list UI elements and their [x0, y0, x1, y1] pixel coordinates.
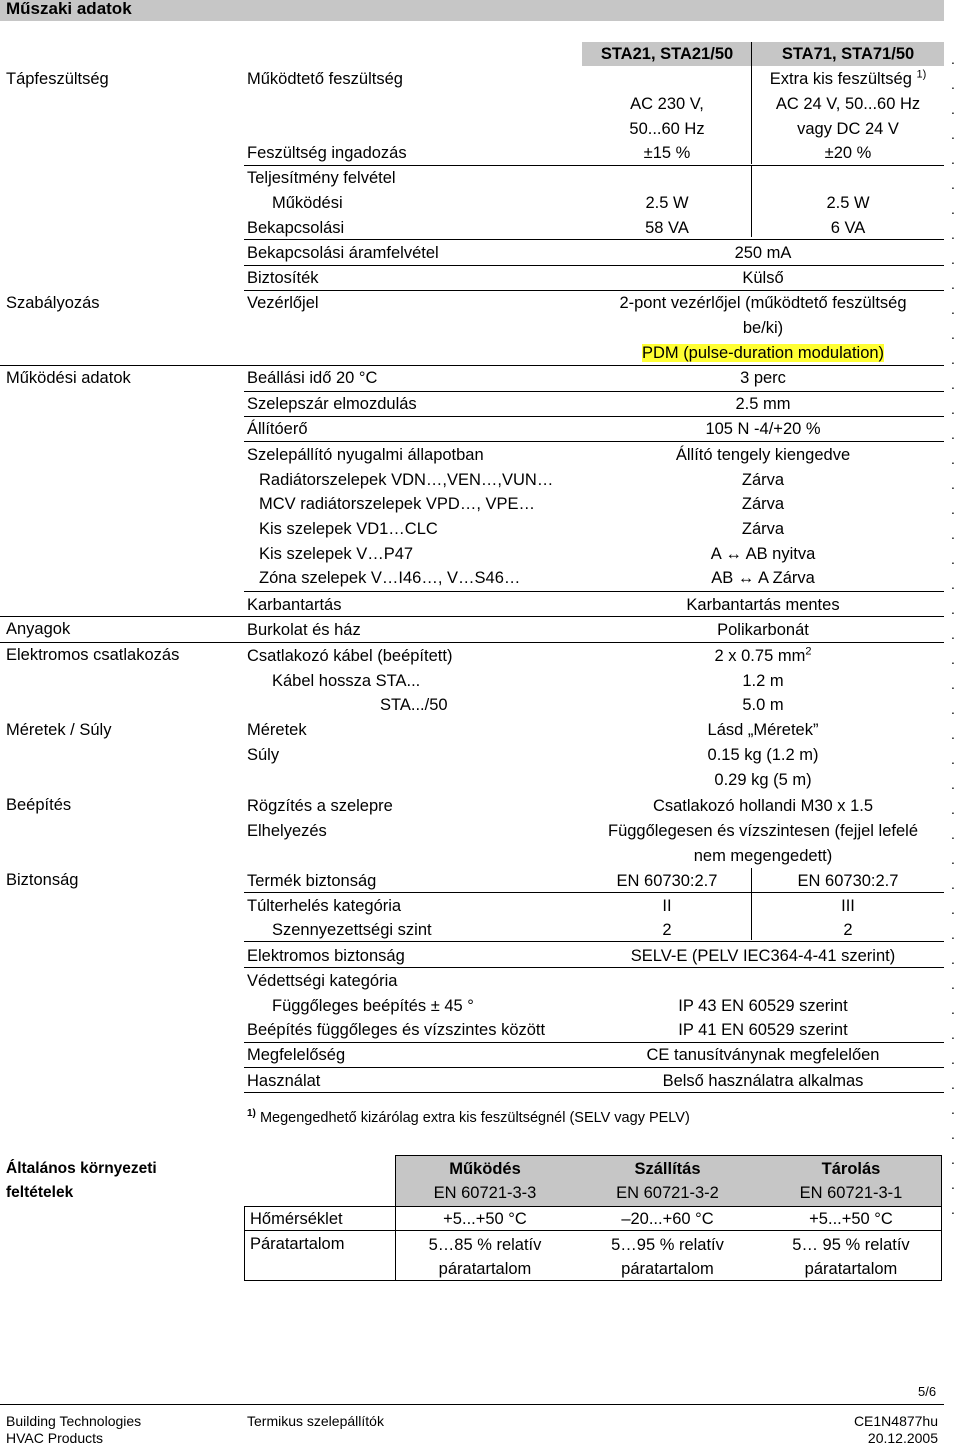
value-biztositek: Külső — [742, 269, 784, 287]
margin-dot: . — [951, 701, 955, 717]
margin-dot: . — [951, 426, 955, 442]
value-pdm: PDM (pulse-duration modulation) — [641, 344, 885, 362]
margin-dot: . — [951, 926, 955, 942]
sep — [244, 1042, 944, 1043]
label-biztositek: Biztosíték — [247, 269, 319, 287]
env-std-mukodes: EN 60721-3-3 — [433, 1184, 537, 1202]
value-radiator: Zárva — [741, 471, 785, 489]
env-header-tarolas: Tárolás — [821, 1160, 881, 1178]
value-kabel: 1.2 m — [742, 672, 784, 690]
sep — [244, 1092, 944, 1093]
value-extra-kis-text: Extra kis feszültség — [769, 70, 912, 88]
value-ac24: AC 24 V, 50...60 Hz — [775, 95, 921, 113]
env-border-mid — [244, 1206, 942, 1207]
footer-date: 20.12.2005 — [867, 1430, 938, 1446]
margin-dot: . — [951, 976, 955, 992]
env-border-top — [395, 1155, 942, 1156]
env-border-bottom — [244, 1280, 942, 1281]
col-header-sta21: STA21, STA21/50 — [600, 45, 734, 63]
value-meretek: Lásd „Méretek” — [707, 721, 819, 739]
margin-dot: . — [951, 851, 955, 867]
margin-dot: . — [951, 451, 955, 467]
margin-dot: . — [951, 351, 955, 367]
margin-dot: . — [951, 826, 955, 842]
value-ac230: AC 230 V, — [630, 95, 704, 113]
value-kis2: A ↔ AB nyitva — [710, 545, 816, 563]
env-header-mukodes: Működés — [449, 1160, 521, 1178]
footer-division: HVAC Products — [6, 1430, 103, 1446]
label-csatlakozo: Csatlakozó kábel (beépített) — [247, 647, 453, 665]
label-ingadozas: Feszültség ingadozás — [247, 144, 407, 162]
cat-mukodesi: Működési adatok — [6, 369, 131, 387]
margin-dot: . — [951, 1001, 955, 1017]
sep — [0, 365, 944, 366]
env-title-2: feltételek — [6, 1184, 74, 1201]
margin-dot: . — [951, 501, 955, 517]
env-temp-3: +5...+50 °C — [809, 1210, 893, 1228]
margin-dot: . — [951, 1201, 955, 1217]
label-sta50: STA.../50 — [380, 696, 448, 714]
env-header-szallitas: Szállítás — [634, 1160, 701, 1178]
label-termek: Termék biztonság — [247, 872, 377, 890]
margin-dot: . — [951, 601, 955, 617]
page-number: 5/6 — [918, 1384, 937, 1399]
margin-dot: . — [951, 301, 955, 317]
value-bekapcs-2: 6 VA — [830, 219, 866, 237]
label-fuggoleges: Függőleges beépítés ± 45 ° — [272, 997, 474, 1015]
cat-meretek: Méretek / Súly — [6, 721, 112, 739]
value-szenny-1: 2 — [662, 921, 672, 939]
cat-szabalyozas: Szabályozás — [6, 294, 100, 312]
value-ingadozas-2: ±20 % — [824, 144, 872, 162]
margin-dot: . — [951, 901, 955, 917]
label-beepfugg: Beépítés függőleges és vízszintes között — [247, 1021, 546, 1039]
label-mcv: MCV radiátorszelepek VPD…, VPE… — [259, 495, 536, 513]
value-dc24: vagy DC 24 V — [797, 120, 899, 138]
env-label-hum: Páratartalom — [250, 1235, 345, 1253]
env-hum-1a: 5…85 % relatív — [428, 1236, 542, 1254]
margin-dot: . — [951, 801, 955, 817]
margin-dot: . — [951, 751, 955, 767]
label-mukodesi: Működési — [272, 194, 343, 212]
value-beepfugg: IP 41 EN 60529 szerint — [678, 1021, 848, 1039]
sep — [244, 967, 944, 968]
margin-dot: . — [951, 1051, 955, 1067]
value-mukodesi-2: 2.5 W — [826, 194, 870, 212]
margin-dot: . — [951, 176, 955, 192]
value-beallitasi: 3 perc — [740, 369, 786, 387]
sep — [0, 616, 944, 617]
margin-dot: . — [951, 626, 955, 642]
label-burkolat: Burkolat és ház — [247, 621, 361, 639]
label-nyugalmi: Szelepállító nyugalmi állapotban — [247, 446, 484, 464]
label-megfeleloseg: Megfelelőség — [247, 1046, 346, 1064]
label-suly: Súly — [247, 746, 280, 764]
value-szelepszar: 2.5 mm — [735, 395, 791, 413]
env-hum-1b: páratartalom — [438, 1260, 532, 1278]
margin-dot: . — [951, 676, 955, 692]
value-aram: 250 mA — [734, 244, 792, 262]
margin-dot: . — [951, 326, 955, 342]
value-csatlakozo — [582, 646, 944, 666]
env-border-left — [244, 1206, 245, 1281]
margin-dot: . — [951, 1126, 955, 1142]
margin-dot: . — [951, 51, 955, 67]
label-kabel: Kábel hossza STA... — [272, 672, 421, 690]
value-hasznalat: Belső használatra alkalmas — [662, 1072, 864, 1090]
margin-dot: . — [951, 526, 955, 542]
sep — [244, 239, 944, 240]
value-suly: 0.15 kg (1.2 m) — [707, 746, 819, 764]
value-rogzites: Csatlakozó hollandi M30 x 1.5 — [652, 797, 874, 815]
footnote-mark: 1) — [247, 1108, 256, 1120]
margin-dot: . — [951, 776, 955, 792]
env-border-mid2 — [244, 1230, 942, 1231]
footnote-text: Megengedhető kizárólag extra kis feszültségnél (SELV vagy PELV) — [259, 1110, 690, 1126]
label-beallitasi: Beállási idő 20 °C — [247, 369, 378, 387]
label-tulterheles: Túlterhelés kategória — [247, 897, 402, 915]
margin-dot: . — [951, 76, 955, 92]
value-beki: be/ki) — [742, 319, 784, 337]
footer-company: Building Technologies — [6, 1413, 142, 1429]
sep — [0, 642, 944, 643]
margin-dot: . — [951, 151, 955, 167]
cat-elektromos: Elektromos csatlakozás — [6, 646, 180, 664]
section-header — [0, 0, 944, 21]
margin-dot: . — [951, 226, 955, 242]
value-elbizt: SELV-E (PELV IEC364-4-41 szerint) — [630, 947, 896, 965]
sep — [244, 391, 944, 392]
margin-dot: . — [951, 876, 955, 892]
env-temp-2: –20...+60 °C — [621, 1210, 714, 1228]
value-tulterheles-2: III — [841, 897, 855, 915]
value-burkolat: Polikarbonát — [717, 621, 809, 639]
label-elbizt: Elektromos biztonság — [247, 947, 405, 965]
value-tulterheles-1: II — [662, 897, 672, 915]
margin-dot: . — [951, 376, 955, 392]
value-mukodesi-1: 2.5 W — [645, 194, 689, 212]
sep — [244, 441, 944, 442]
sep — [244, 290, 944, 291]
env-hum-2a: 5…95 % relatív — [611, 1236, 724, 1254]
cat-tapfeszultseg: Tápfeszültség — [6, 70, 109, 88]
label-kis1: Kis szelepek VD1…CLC — [259, 520, 438, 538]
label-hasznalat: Használat — [247, 1072, 321, 1090]
margin-dot: . — [951, 251, 955, 267]
value-nem: nem megengedett) — [693, 847, 833, 865]
label-teljesitmeny: Teljesítmény felvétel — [247, 169, 396, 187]
sep — [244, 165, 944, 166]
sep — [244, 591, 944, 592]
cat-beepites: Beépítés — [6, 796, 72, 814]
value-termek-1: EN 60730:2.7 — [616, 872, 718, 890]
value-mcv: Zárva — [741, 495, 785, 513]
env-hum-3b: páratartalom — [804, 1260, 898, 1278]
margin-dot: . — [951, 576, 955, 592]
margin-dot: . — [951, 276, 955, 292]
margin-dot: . — [951, 951, 955, 967]
margin-dot: . — [951, 401, 955, 417]
value-fuggoleges: IP 43 EN 60529 szerint — [678, 997, 848, 1015]
env-title-1: Általános környezeti — [6, 1160, 157, 1177]
env-std-szallitas: EN 60721-3-2 — [616, 1184, 719, 1202]
margin-dot: . — [951, 1076, 955, 1092]
env-temp-1: +5...+50 °C — [443, 1210, 527, 1228]
label-radiator: Radiátorszelepek VDN…,VEN…,VUN… — [259, 471, 554, 489]
margin-dot: . — [951, 726, 955, 742]
footer-doc-title: Termikus szelepállítók — [247, 1413, 384, 1429]
sep — [244, 265, 944, 266]
footer-rule — [0, 1404, 944, 1405]
label-szenny: Szennyezettségi szint — [272, 921, 432, 939]
env-hum-2b: páratartalom — [621, 1260, 714, 1278]
sep — [244, 416, 944, 417]
margin-dot: . — [951, 101, 955, 117]
margin-dot: . — [951, 476, 955, 492]
value-megfeleloseg: CE tanusítványnak megfelelően — [646, 1046, 880, 1064]
value-sta50: 5.0 m — [742, 696, 784, 714]
value-termek-2: EN 60730:2.7 — [797, 872, 899, 890]
margin-dot: . — [951, 201, 955, 217]
value-allitoero: 105 N -4/+20 % — [705, 420, 821, 438]
value-nyugalmi: Állító tengely kiengedve — [675, 446, 851, 464]
value-elhelyezes: Függőlegesen és vízszintesen (fejjel lefelé — [607, 822, 918, 840]
sep — [244, 941, 944, 942]
label-elhelyezes: Elhelyezés — [247, 822, 327, 840]
label-vezerlojel: Vezérlőjel — [247, 294, 319, 312]
label-karbantartas: Karbantartás — [247, 596, 342, 614]
value-kis1: Zárva — [741, 520, 785, 538]
value-hz: 50...60 Hz — [629, 120, 705, 138]
label-bekapcsolasi: Bekapcsolási — [247, 219, 345, 237]
label-kis2: Kis szelepek V…P47 — [259, 545, 414, 563]
margin-dot: . — [951, 1176, 955, 1192]
footnote — [247, 1108, 690, 1128]
value-pdm-wrap — [582, 343, 944, 363]
cat-biztonsag: Biztonság — [6, 871, 79, 889]
margin-dot: . — [951, 126, 955, 142]
col-header-sta71: STA71, STA71/50 — [781, 45, 915, 63]
label-rogzites: Rögzítés a szelepre — [247, 797, 393, 815]
sep — [244, 892, 944, 893]
footnote-ref: 1) — [916, 68, 927, 81]
label-aram: Bekapcsolási áramfelvétel — [247, 244, 439, 262]
section-title: Műszaki adatok — [6, 0, 132, 18]
env-hum-3a: 5… 95 % relatív — [792, 1236, 910, 1254]
value-csatlakozo-sup: 2 — [805, 645, 812, 658]
value-zona: AB ↔ A Zárva — [711, 569, 815, 587]
value-suly2: 0.29 kg (5 m) — [714, 771, 812, 789]
footer-doc-id: CE1N4877hu — [853, 1413, 938, 1429]
margin-dot: . — [951, 1026, 955, 1042]
cat-anyagok: Anyagok — [6, 620, 71, 638]
margin-dot: . — [951, 1101, 955, 1117]
env-std-tarolas: EN 60721-3-1 — [799, 1184, 903, 1202]
margin-dot: . — [951, 651, 955, 667]
value-vezerlojel: 2-pont vezérlőjel (működtető feszültség — [619, 294, 907, 312]
env-label-temp: Hőmérséklet — [250, 1210, 343, 1228]
sep — [244, 1067, 944, 1068]
value-bekapcs-1: 58 VA — [645, 219, 689, 237]
value-karbantartas: Karbantartás mentes — [686, 596, 840, 614]
value-extra-kis — [752, 69, 944, 89]
value-ingadozas-1: ±15 % — [643, 144, 691, 162]
margin-dot: . — [951, 1151, 955, 1167]
value-csatlakozo-text: 2 x 0.75 mm — [714, 647, 806, 665]
label-szelepszar: Szelepszár elmozdulás — [247, 395, 417, 413]
margin-dot: . — [951, 551, 955, 567]
label-mukodteto: Működtető feszültség — [247, 70, 403, 88]
label-vedettseg: Védettségi kategória — [247, 972, 398, 990]
label-meretek: Méretek — [247, 721, 307, 739]
label-allitoero: Állítóerő — [247, 420, 308, 438]
value-szenny-2: 2 — [843, 921, 853, 939]
label-zona: Zóna szelepek V…I46…, V…S46… — [259, 569, 521, 587]
